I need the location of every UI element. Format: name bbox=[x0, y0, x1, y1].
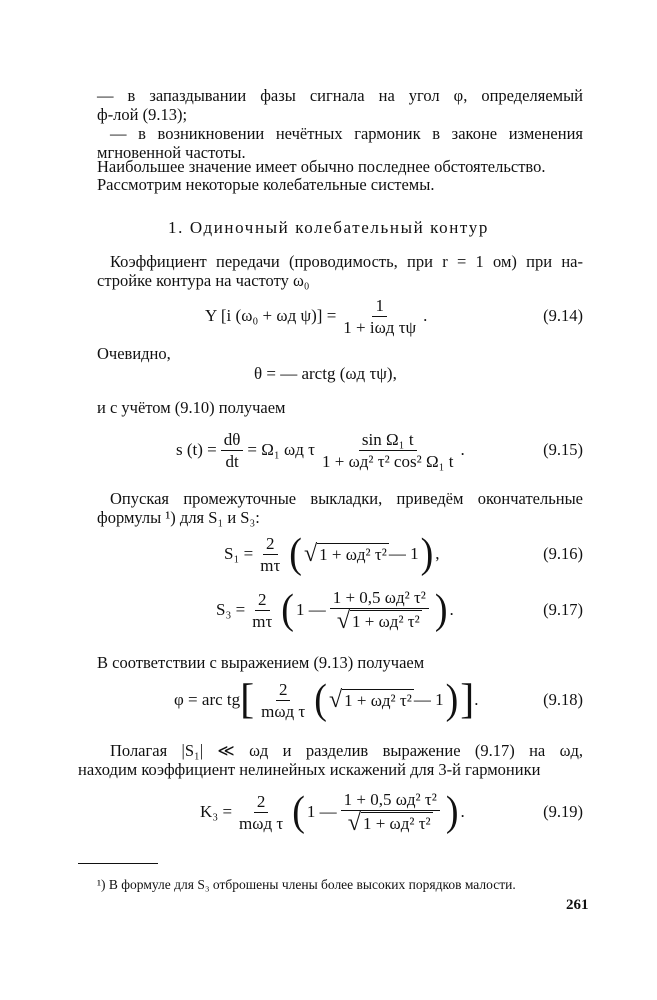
equation-9-15 bbox=[0, 428, 657, 472]
equation-lhs: S₃ = bbox=[216, 600, 246, 619]
footnote: ¹) В формуле для S₃ отброшены члены более высоких порядков малости. bbox=[97, 877, 516, 892]
right-paren: ) bbox=[434, 586, 448, 634]
equation-9-19 bbox=[0, 784, 657, 840]
fraction bbox=[341, 790, 440, 834]
equation-after: — 1 bbox=[413, 690, 444, 709]
denominator bbox=[345, 811, 436, 834]
fraction bbox=[330, 588, 429, 632]
equation-after: — 1 bbox=[388, 544, 419, 563]
equation-lhs: s (t) = bbox=[176, 440, 217, 459]
numerator: 2 bbox=[276, 680, 291, 701]
equation-number: (9.19) bbox=[543, 802, 583, 821]
radicand: 1 + ωд² τ² bbox=[362, 814, 431, 833]
numerator: 1 bbox=[372, 296, 387, 317]
numerator: 1 + 0,5 ωд² τ² bbox=[330, 588, 429, 609]
radical-sign: √ bbox=[328, 687, 343, 713]
numerator: 1 + 0,5 ωд² τ² bbox=[341, 790, 440, 811]
text-line: — в возникновении нечётных гармоник в законе изменения bbox=[110, 124, 583, 143]
denominator: mωд τ bbox=[239, 813, 284, 833]
text-line: и с учётом (9.10) получаем bbox=[97, 398, 286, 417]
text-line: стройке контура на частоту ω₀ bbox=[97, 271, 310, 290]
equation-lhs: S₁ = bbox=[224, 544, 254, 563]
denominator: mτ bbox=[252, 611, 273, 631]
radical-sign: √ bbox=[336, 608, 351, 634]
text-line: находим коэффициент нелинейных искажений для 3-й гармоники bbox=[78, 760, 541, 779]
coefficient-fraction bbox=[258, 680, 308, 721]
equation-tail: . bbox=[460, 802, 465, 821]
text-line: Наибольшее значение имеет обычно последнее обстоятельство. bbox=[97, 157, 546, 176]
coefficient-fraction bbox=[236, 792, 286, 833]
equation-number: (9.18) bbox=[543, 690, 583, 709]
equation-one: 1 — bbox=[295, 600, 326, 619]
radical-sign: √ bbox=[303, 541, 318, 567]
fraction bbox=[340, 296, 419, 337]
equation-tail: . bbox=[423, 306, 428, 325]
text-line: формулы ¹) для S₁ и S₃: bbox=[97, 508, 260, 527]
left-bracket: [ bbox=[240, 677, 255, 723]
equation-tail: , bbox=[435, 544, 440, 563]
radicand: 1 + ωд² τ² bbox=[319, 545, 387, 564]
text-line: Полагая |S₁| ≪ ωд и разделив выражение (9.17) на ωд, bbox=[110, 741, 583, 760]
equation-lhs: φ = arc tg bbox=[174, 690, 241, 709]
left-paren: ( bbox=[289, 530, 302, 578]
equation-9-18 bbox=[0, 676, 657, 724]
equation-number: (9.15) bbox=[543, 440, 583, 459]
numerator: 2 bbox=[255, 590, 270, 611]
text-line: — в запаздывании фазы сигнала на угол φ, определяемый bbox=[97, 86, 583, 105]
derivative-fraction bbox=[221, 430, 244, 471]
right-paren: ) bbox=[445, 676, 459, 724]
equation-theta: θ = — arctg (ωд τψ), bbox=[254, 364, 397, 383]
square-root bbox=[304, 543, 389, 565]
equation-number: (9.16) bbox=[543, 544, 583, 563]
page-number: 261 bbox=[566, 897, 589, 913]
right-paren: ) bbox=[445, 788, 459, 836]
radical-sign: √ bbox=[347, 810, 361, 836]
fraction bbox=[319, 430, 457, 471]
numerator: dθ bbox=[221, 430, 244, 451]
equation-lhs: K₃ = bbox=[200, 802, 233, 821]
right-paren: ) bbox=[420, 530, 434, 578]
right-bracket: ] bbox=[460, 677, 475, 723]
equation-number: (9.14) bbox=[543, 306, 583, 325]
radicand: 1 + ωд² τ² bbox=[352, 612, 420, 631]
left-paren: ( bbox=[292, 788, 305, 836]
text-line: мгновенной частоты. bbox=[97, 143, 246, 162]
equation-number: (9.17) bbox=[543, 600, 583, 619]
denominator: 1 + ωд² τ² cos² Ω₁ t bbox=[321, 451, 454, 471]
text-line: ф-лой (9.13); bbox=[97, 105, 188, 124]
numerator: sin Ω₁ t bbox=[359, 430, 417, 451]
equation-middle: = Ω₁ ωд τ bbox=[247, 440, 315, 459]
text-line: Очевидно, bbox=[97, 344, 171, 363]
coefficient-fraction bbox=[249, 590, 275, 631]
denominator bbox=[334, 609, 425, 632]
square-root bbox=[337, 610, 422, 632]
numerator: 2 bbox=[254, 792, 269, 813]
denominator: mτ bbox=[260, 555, 281, 575]
numerator: 2 bbox=[263, 534, 278, 555]
equation-9-17 bbox=[0, 582, 657, 638]
text-line: В соответствии с выражением (9.13) получаем bbox=[97, 653, 425, 672]
text-line: Коэффициент передачи (проводимость, при r = 1 ом) при на- bbox=[110, 252, 583, 271]
equation-tail: . bbox=[449, 600, 454, 619]
equation-tail: . bbox=[474, 690, 479, 709]
text-line: Рассмотрим некоторые колебательные системы. bbox=[97, 175, 435, 194]
equation-tail: . bbox=[460, 440, 465, 459]
square-root bbox=[329, 689, 414, 711]
equation-9-14 bbox=[0, 296, 657, 336]
equation-lhs: Y [i (ω₀ + ωд ψ)] = bbox=[205, 306, 337, 325]
section-heading: 1. Одиночный колебательный контур bbox=[168, 218, 489, 237]
denominator: 1 + iωд τψ bbox=[343, 317, 417, 337]
equation-one: 1 — bbox=[306, 802, 337, 821]
denominator: dt bbox=[225, 451, 239, 471]
left-paren: ( bbox=[314, 676, 327, 724]
left-paren: ( bbox=[281, 586, 294, 634]
square-root bbox=[348, 812, 433, 834]
coefficient-fraction bbox=[257, 534, 283, 575]
radicand: 1 + ωд² τ² bbox=[344, 691, 412, 710]
footnote-rule bbox=[78, 863, 158, 864]
denominator: mωд τ bbox=[261, 701, 306, 721]
equation-9-16 bbox=[0, 532, 657, 576]
text-line: Опуская промежуточные выкладки, приведём окончательные bbox=[110, 489, 583, 508]
